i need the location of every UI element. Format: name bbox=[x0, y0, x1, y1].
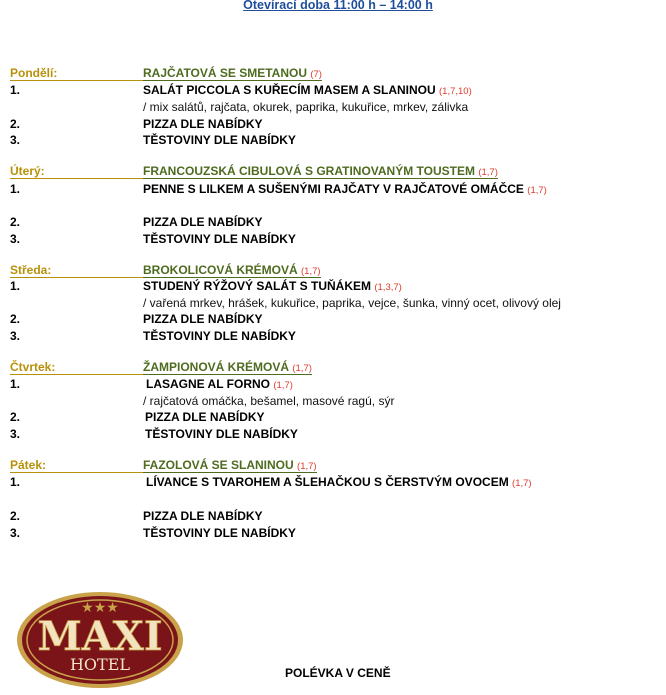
soup-name: ŽAMPIONOVÁ KRÉMOVÁ (1,7) bbox=[143, 360, 312, 374]
day-label: Čtvrtek: bbox=[10, 360, 143, 375]
menu-item bbox=[10, 117, 650, 132]
item-number: 3. bbox=[10, 526, 21, 540]
dish-name: TĚSTOVINY DLE NABÍDKY bbox=[143, 133, 296, 147]
dish-name: LASAGNE AL FORNO (1,7) bbox=[146, 377, 293, 391]
item-number: 2. bbox=[10, 509, 21, 523]
item-number: 3. bbox=[10, 329, 21, 343]
dish-name: PIZZA DLE NABÍDKY bbox=[145, 410, 265, 424]
menu-item bbox=[10, 133, 650, 148]
menu-item bbox=[10, 182, 650, 197]
item-number: 1. bbox=[10, 475, 21, 489]
footer-note: POLÉVKA V CENĚ bbox=[285, 666, 391, 680]
allergen-codes: (1,3,7) bbox=[374, 282, 402, 293]
day-label: Pondělí: bbox=[10, 66, 143, 81]
allergen-codes: (1,7) bbox=[512, 478, 532, 489]
soup-name: BROKOLICOVÁ KRÉMOVÁ (1,7) bbox=[143, 263, 321, 277]
day-header-tuesday bbox=[10, 164, 650, 179]
allergen-codes: (1,7) bbox=[478, 167, 498, 178]
day-header-monday bbox=[10, 66, 650, 81]
dish-description: / vařená mrkev, hrášek, kukuřice, paprika, vejce, šunka, vinný ocet, olivový olej bbox=[143, 296, 561, 310]
dish-name: PIZZA DLE NABÍDKY bbox=[143, 312, 263, 326]
menu-item bbox=[10, 526, 650, 541]
menu-item bbox=[10, 475, 650, 490]
item-number: 1. bbox=[10, 377, 21, 391]
item-number: 3. bbox=[10, 133, 21, 147]
item-number: 3. bbox=[10, 427, 21, 441]
allergen-codes: (1,7) bbox=[292, 363, 312, 374]
menu-item bbox=[10, 377, 650, 392]
soup-name: FRANCOUZSKÁ CIBULOVÁ S GRATINOVANÝM TOUSTEM (1,7) bbox=[143, 164, 498, 178]
allergen-codes: (1,7) bbox=[527, 185, 547, 196]
menu-item bbox=[10, 215, 650, 230]
day-label: Pátek: bbox=[10, 458, 143, 473]
item-number: 2. bbox=[10, 117, 21, 131]
allergen-codes: (1,7) bbox=[273, 380, 293, 391]
dish-description: / mix salátů, rajčata, okurek, paprika, kukuřice, mrkev, zálivka bbox=[143, 100, 469, 114]
soup-name: FAZOLOVÁ SE SLANINOU (1,7) bbox=[143, 458, 317, 472]
item-number: 2. bbox=[10, 215, 21, 229]
item-number: 2. bbox=[10, 312, 21, 326]
menu-item bbox=[10, 83, 650, 98]
allergen-codes: (1,7,10) bbox=[439, 86, 472, 97]
item-number: 2. bbox=[10, 410, 21, 424]
menu-item bbox=[10, 329, 650, 344]
day-label: Středa: bbox=[10, 263, 143, 278]
dish-name: PENNE S LILKEM A SUŠENÝMI RAJČATY V RAJČATOVÉ OMÁČCE (1,7) bbox=[143, 182, 547, 196]
day-label: Úterý: bbox=[10, 164, 143, 179]
dish-name: SALÁT PICCOLA S KUŘECÍM MASEM A SLANINOU (1,7,10) bbox=[143, 83, 472, 97]
dish-name: TĚSTOVINY DLE NABÍDKY bbox=[143, 329, 296, 343]
soup-name: RAJČATOVÁ SE SMETANOU (7) bbox=[143, 66, 322, 80]
allergen-codes: (7) bbox=[310, 69, 322, 80]
allergen-codes: (1,7) bbox=[301, 266, 321, 277]
dish-name: TĚSTOVINY DLE NABÍDKY bbox=[143, 232, 296, 246]
allergen-codes: (1,7) bbox=[297, 461, 317, 472]
dish-name: PIZZA DLE NABÍDKY bbox=[143, 509, 263, 523]
day-header-thursday bbox=[10, 360, 650, 375]
item-number: 3. bbox=[10, 232, 21, 246]
logo-stars: ★★★ bbox=[81, 600, 119, 616]
dish-description: / rajčatová omáčka, bešamel, masové ragú, sýr bbox=[143, 394, 395, 408]
item-number: 1. bbox=[10, 279, 21, 293]
dish-name: TĚSTOVINY DLE NABÍDKY bbox=[145, 427, 298, 441]
menu-item bbox=[10, 279, 650, 294]
opening-hours: Otevírací doba 11:00 h – 14:00 h bbox=[243, 0, 433, 12]
dish-name: PIZZA DLE NABÍDKY bbox=[143, 117, 263, 131]
day-header-wednesday bbox=[10, 263, 650, 278]
dish-name: PIZZA DLE NABÍDKY bbox=[143, 215, 263, 229]
day-header-friday bbox=[10, 458, 650, 473]
dish-name: TĚSTOVINY DLE NABÍDKY bbox=[143, 526, 296, 540]
item-number: 1. bbox=[10, 83, 21, 97]
dish-name: LÍVANCE S TVAROHEM A ŠLEHAČKOU S ČERSTVÝM OVOCEM (1,7) bbox=[146, 475, 532, 489]
menu-item bbox=[10, 232, 650, 247]
maxi-hotel-logo bbox=[15, 590, 185, 690]
item-number: 1. bbox=[10, 182, 21, 196]
menu-item bbox=[10, 410, 650, 425]
dish-name: STUDENÝ RÝŽOVÝ SALÁT S TUŇÁKEM (1,3,7) bbox=[143, 279, 402, 293]
menu-item bbox=[10, 509, 650, 524]
logo-brand: MAXI bbox=[37, 613, 163, 660]
menu-item bbox=[10, 312, 650, 327]
logo-sub: HOTEL bbox=[69, 655, 131, 674]
menu-item bbox=[10, 427, 650, 442]
